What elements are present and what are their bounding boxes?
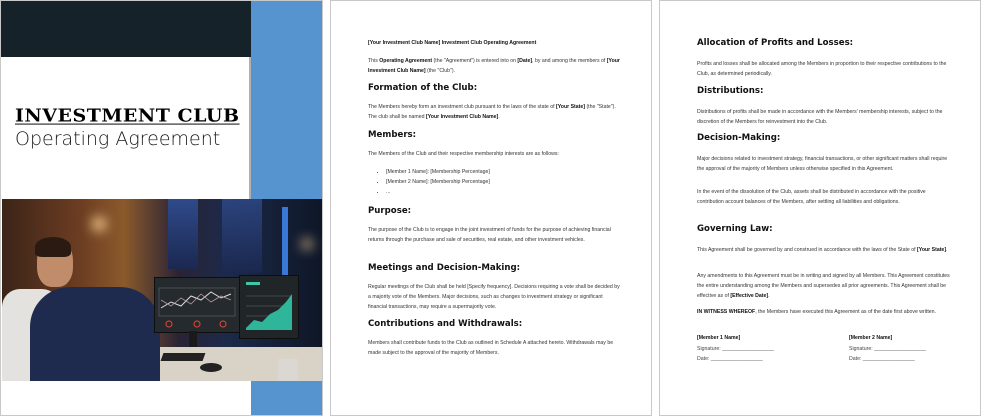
cover-page — [0, 0, 323, 416]
allocation-paragraph: Profits and losses shall be allocated among the Members in proportion to their respective contributions to the Club, as determined periodically. — [697, 61, 947, 77]
signature-block-member-2 — [849, 335, 969, 364]
list-item: • ... — [386, 187, 623, 197]
cover-top-band — [1, 1, 251, 57]
intro-paragraph: This Operating Agreement (the "Agreement") is entered into on [Date], by and among the members of [Your Investment Club Name] (the "Club"). — [368, 58, 620, 74]
document-page-3 — [659, 0, 981, 416]
heading-decision-making: Decision-Making: — [697, 133, 781, 143]
heading-members: Members: — [368, 130, 417, 140]
signature-name: [Member 1 Name] — [697, 335, 741, 341]
heading-contributions: Contributions and Withdrawals: — [368, 319, 523, 329]
heading-meetings: Meetings and Decision-Making: — [368, 263, 521, 273]
cover-divider — [249, 57, 251, 199]
document-title: [Your Investment Club Name] Investment Club Operating Agreement — [368, 40, 537, 46]
monitor-line-chart — [154, 277, 240, 333]
date-line[interactable]: Date: __________________ — [697, 356, 763, 362]
lamp-glow — [302, 239, 312, 249]
keyboard — [161, 353, 206, 361]
heading-formation: Formation of the Club: — [368, 83, 478, 93]
window — [222, 199, 262, 273]
amendments-paragraph: Any amendments to this Agreement must be in writing and signed by all Members. This Agreement constitutes the entire understanding among the Members and supersedes all prior agreements. This Agreement shall be effective as of [Effective Date]. — [697, 273, 950, 299]
contributions-paragraph: Members shall contribute funds to the Club as outlined in Schedule A attached hereto. Withdrawals may be made subject to the approval of the majority of Members. — [368, 340, 614, 356]
cover-title: INVESTMENT CLUB — [15, 105, 240, 127]
signature-line[interactable]: Signature: __________________ — [697, 346, 775, 352]
meetings-paragraph: Regular meetings of the Club shall be held [Specify frequency]. Decisions requiring a vote shall be decided by a majority vote of the Members. Major decisions, such as changes to investment strategy or significant financial transactions, may require a supermajority vote. — [368, 284, 620, 310]
lamp-glow — [92, 217, 106, 231]
mouse — [200, 363, 222, 372]
date-line[interactable]: Date: __________________ — [849, 356, 915, 362]
witness-paragraph: IN WITNESS WHEREOF, the Members have executed this Agreement as of the date first above written. — [697, 309, 937, 315]
heading-purpose: Purpose: — [368, 206, 412, 216]
heading-governing-law: Governing Law: — [697, 224, 773, 234]
signature-block-member-1 — [697, 335, 817, 364]
formation-paragraph: The Members hereby form an investment club pursuant to the laws of the state of [Your State] (the "State"). The club shall be named [Your Investment Club Name]. — [368, 104, 616, 120]
members-paragraph: The Members of the Club and their respective membership interests are as follows: — [368, 151, 559, 157]
members-list — [368, 167, 623, 197]
purpose-paragraph: The purpose of the Club is to engage in the joint investment of funds for the purpose of achieving financial returns through the purchase and sale of securities, real estate, and other investment vehicles. — [368, 227, 611, 243]
monitor-area-chart — [239, 275, 299, 339]
monitor-stand — [189, 331, 197, 347]
distributions-paragraph: Distributions of profits shall be made in accordance with the Members' membership interests, subject to the discretion of the Members for reinvestment into the Club. — [697, 109, 943, 125]
person-body — [30, 287, 160, 381]
decision-paragraph-2: In the event of the dissolution of the Club, assets shall be distributed in accordance with the positive contribution account balances of the Members, after settling all liabilities and obligations. — [697, 189, 926, 205]
signature-line[interactable]: Signature: __________________ — [849, 346, 927, 352]
signature-name: [Member 2 Name] — [849, 335, 893, 341]
cover-photo — [2, 199, 323, 381]
pen-cup — [278, 359, 298, 381]
list-item: • [Member 2 Name]: [Membership Percentage] — [386, 177, 623, 187]
list-item: • [Member 1 Name]: [Membership Percentage] — [386, 167, 623, 177]
cover-subtitle: Operating Agreement — [15, 128, 221, 150]
person-hair — [35, 237, 71, 257]
window — [168, 199, 198, 269]
heading-allocation: Allocation of Profits and Losses: — [697, 38, 854, 48]
governing-paragraph: This Agreement shall be governed by and construed in accordance with the laws of the State of [Your State]. — [697, 247, 948, 253]
heading-distributions: Distributions: — [697, 86, 764, 96]
document-page-2 — [330, 0, 652, 416]
decision-paragraph-1: Major decisions related to investment strategy, financial transactions, or other significant matters shall require the approval of the majority of Members unless otherwise specified in this Agreement. — [697, 156, 948, 172]
